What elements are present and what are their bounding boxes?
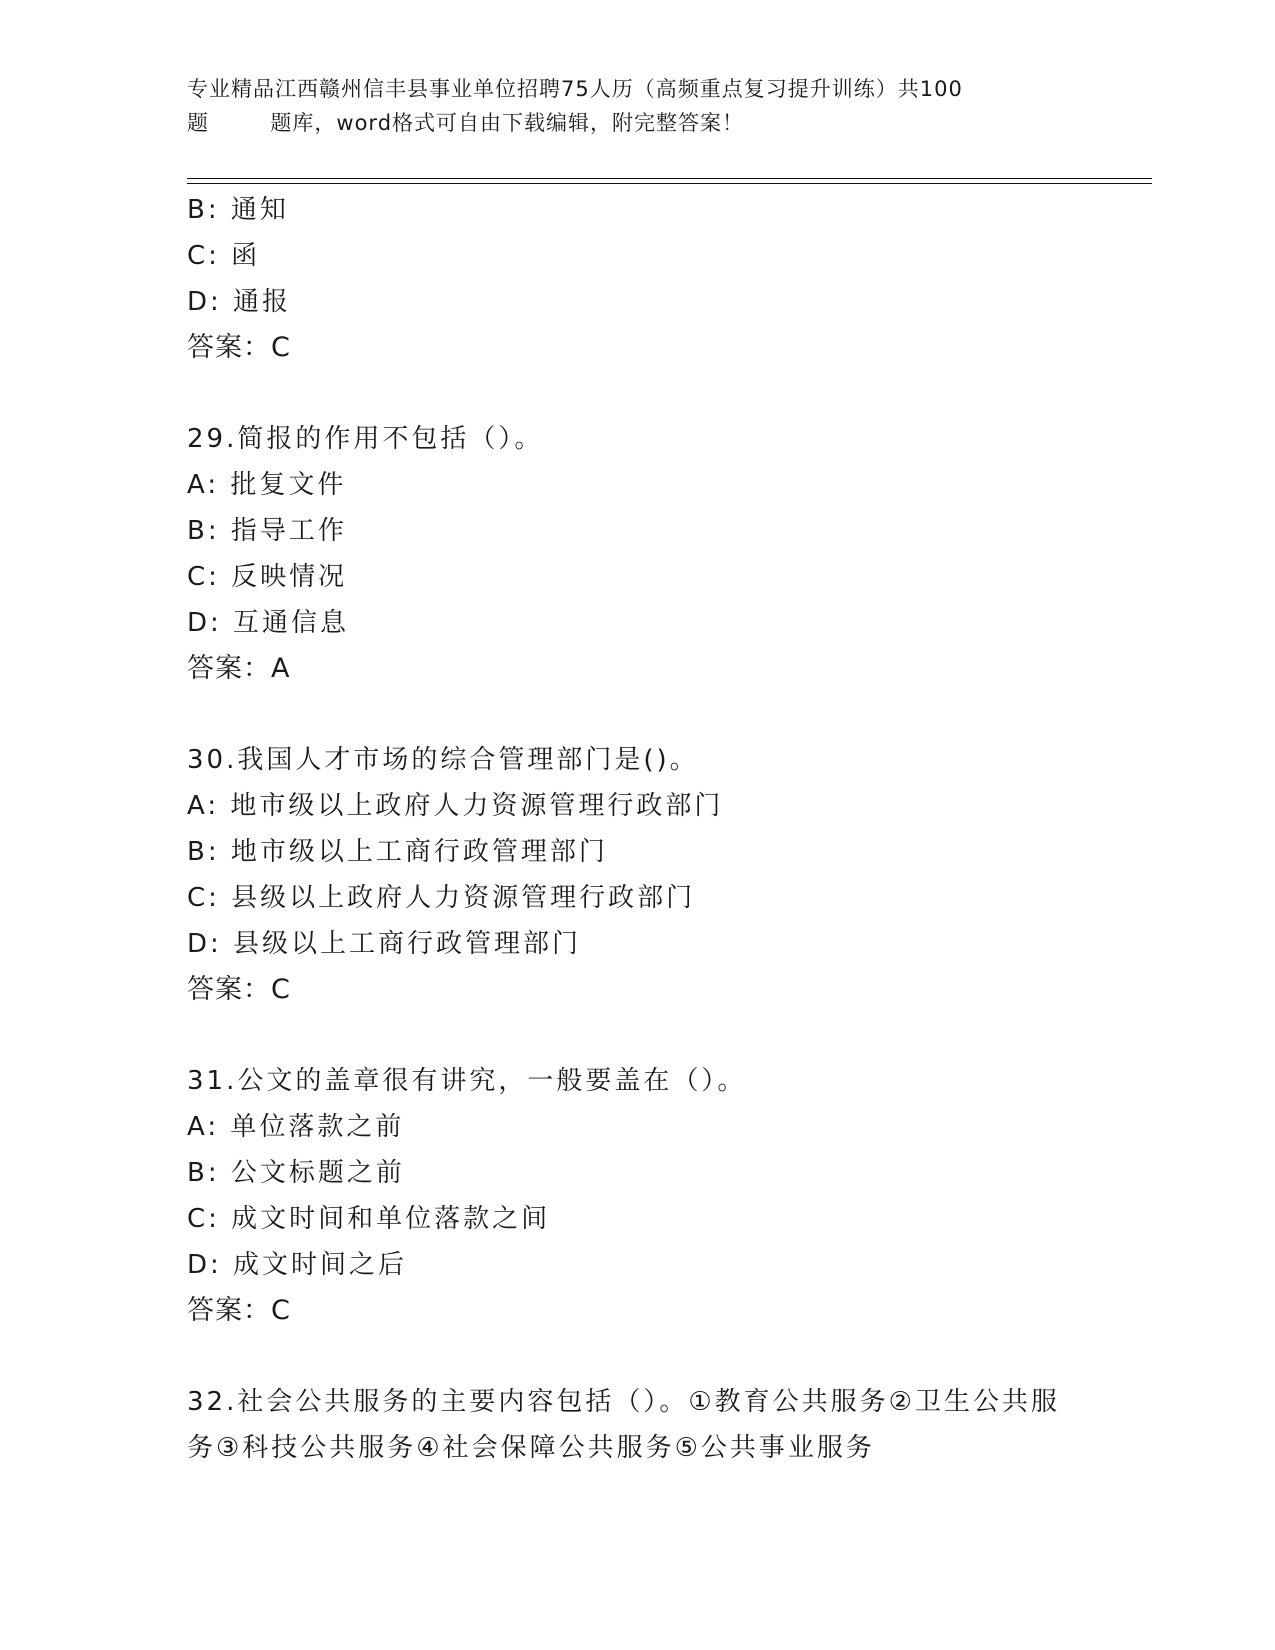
answer: 答案：C (187, 332, 291, 363)
question-28 (187, 187, 1087, 371)
answer: 答案：C (187, 1295, 291, 1326)
option-d: D: 成文时间之后 (187, 1250, 408, 1280)
answer: 答案：A (187, 653, 291, 684)
option-d: D: 县级以上工商行政管理部门 (187, 929, 582, 959)
option-b: B: 地市级以上工商行政管理部门 (187, 837, 608, 867)
document-header (187, 72, 1087, 140)
header-title-line-1: 专业精品江西赣州信丰县事业单位招聘75人历（高频重点复习提升训练）共100 (187, 77, 963, 101)
option-a: A: 批复文件 (187, 470, 347, 500)
option-c: C: 反映情况 (187, 562, 348, 592)
question-30 (187, 737, 1087, 1013)
option-a: A: 地市级以上政府人力资源管理行政部门 (187, 791, 724, 821)
option-b: B: 通知 (187, 195, 289, 225)
option-b: B: 公文标题之前 (187, 1158, 405, 1188)
question-32 (187, 1379, 1087, 1471)
option-c: C: 函 (187, 241, 261, 271)
question-text-line-2: 务③科技公共服务④社会保障公共服务⑤公共事业服务 (187, 1433, 875, 1463)
option-c: C: 县级以上政府人力资源管理行政部门 (187, 883, 696, 913)
header-title-line-2: 题 题库，word格式可自由下载编辑，附完整答案！ (187, 111, 745, 135)
option-b: B: 指导工作 (187, 516, 347, 546)
option-d: D: 互通信息 (187, 608, 350, 638)
question-31 (187, 1058, 1087, 1334)
option-d: D: 通报 (187, 287, 292, 317)
option-c: C: 成文时间和单位落款之间 (187, 1204, 551, 1234)
question-29 (187, 416, 1087, 692)
question-text: 30.我国人才市场的综合管理部门是()。 (187, 745, 699, 775)
question-text: 31.公文的盖章很有讲究，一般要盖在（）。 (187, 1066, 747, 1096)
question-text-line-1: 32.社会公共服务的主要内容包括（）。①教育公共服务②卫生公共服 (187, 1387, 1060, 1417)
header-rule-top (187, 178, 1152, 179)
option-a: A: 单位落款之前 (187, 1112, 405, 1142)
question-text: 29.简报的作用不包括（）。 (187, 424, 544, 454)
question-list (187, 187, 1087, 1471)
header-rule-bottom (187, 183, 1152, 184)
answer: 答案：C (187, 974, 291, 1005)
